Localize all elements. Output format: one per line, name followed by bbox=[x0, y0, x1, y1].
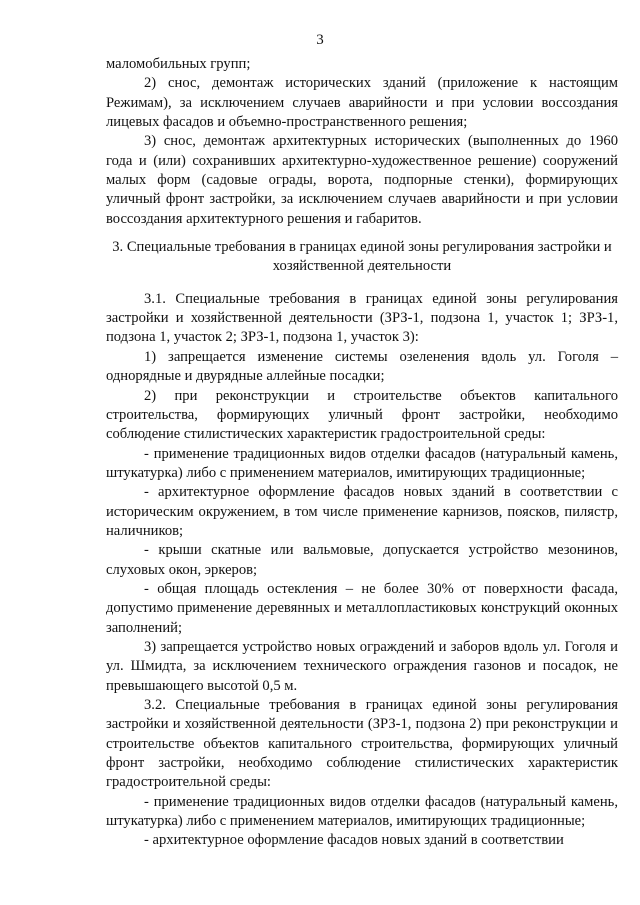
paragraph-3-1-item-1: 1) запрещается изменение системы озеленения вдоль ул. Гоголя – однорядные и двурядные аллейные посадки; bbox=[106, 348, 618, 385]
list-item-roofs: - крыши скатные или вальмовые, допускается устройство мезонинов, слуховых окон, эркеров; bbox=[106, 542, 618, 578]
paragraph-item-3: 3) снос, демонтаж архитектурных исторических (выполненных до 1960 года и (или) сохранивших архитектурно-художественное решение) сооружений малых форм (садовые ограды, ворота, подпорные стенки), формирующих уличный фронт застройки, за исключением случаев аварийности и при условии воссоздания архитектурного решения и габаритов. bbox=[106, 133, 618, 227]
list-item-finishing: - применение традиционных видов отделки фасадов (натуральный камень, штукатурка) либо с применением материалов, имитирующих традиционные; bbox=[106, 445, 618, 481]
document-body bbox=[106, 55, 618, 851]
list-item-glazing: - общая площадь остекления – не более 30% от поверхности фасада, допустимо применение деревянных и металлопластиковых конструкций оконных заполнений; bbox=[106, 580, 618, 636]
paragraph-continuation: маломобильных групп; bbox=[106, 56, 251, 72]
paragraph-3-1-item-3: 3) запрещается устройство новых ограждений и заборов вдоль ул. Гоголя и ул. Шмидта, за исключением технического ограждения газонов и посадок, не превышающего высотой 0,5 м. bbox=[106, 638, 618, 694]
page-number: 3 bbox=[316, 32, 324, 48]
list-item-facade-design-2: - архитектурное оформление фасадов новых зданий в соответствии bbox=[144, 832, 564, 849]
list-item-facade-design: - архитектурное оформление фасадов новых зданий в соответствии с историческим окружением, в том числе применение карнизов, поясков, пилястр, наличников; bbox=[106, 484, 618, 539]
paragraph-item-2: 2) снос, демонтаж исторических зданий (приложение к настоящим Режимам), за исключением случаев аварийности и при условии воссоздания лицевых фасадов и объемно-пространственного решения; bbox=[106, 75, 618, 131]
paragraph-3-2: 3.2. Специальные требования в границах единой зоны регулирования застройки и хозяйственной деятельности (ЗРЗ-1, подзона 2) при реконструкции и строительстве объектов капитального строительства, формирующих уличный фронт застройки, необходимо соблюдение стилистических характеристик градостроительной среды: bbox=[106, 697, 618, 791]
paragraph-3-1-item-2: 2) при реконструкции и строительстве объектов капитального строительства, формирующих уличный фронт застройки, необходимо соблюдение стилистических характеристик градостроительной среды: bbox=[106, 387, 618, 443]
section-heading: 3. Специальные требования в границах единой зоны регулирования застройки и хозяйственной деятельности bbox=[112, 239, 612, 275]
list-item-finishing-2: - применение традиционных видов отделки фасадов (натуральный камень, штукатурка) либо с применением материалов, имитирующих традиционные; bbox=[106, 793, 618, 830]
paragraph-3-1: 3.1. Специальные требования в границах единой зоны регулирования застройки и хозяйственной деятельности (ЗРЗ-1, подзона 1, участок 1; ЗРЗ-1, подзона 1, участок 2; ЗРЗ-1, подзона 1, участок 3): bbox=[106, 290, 618, 346]
